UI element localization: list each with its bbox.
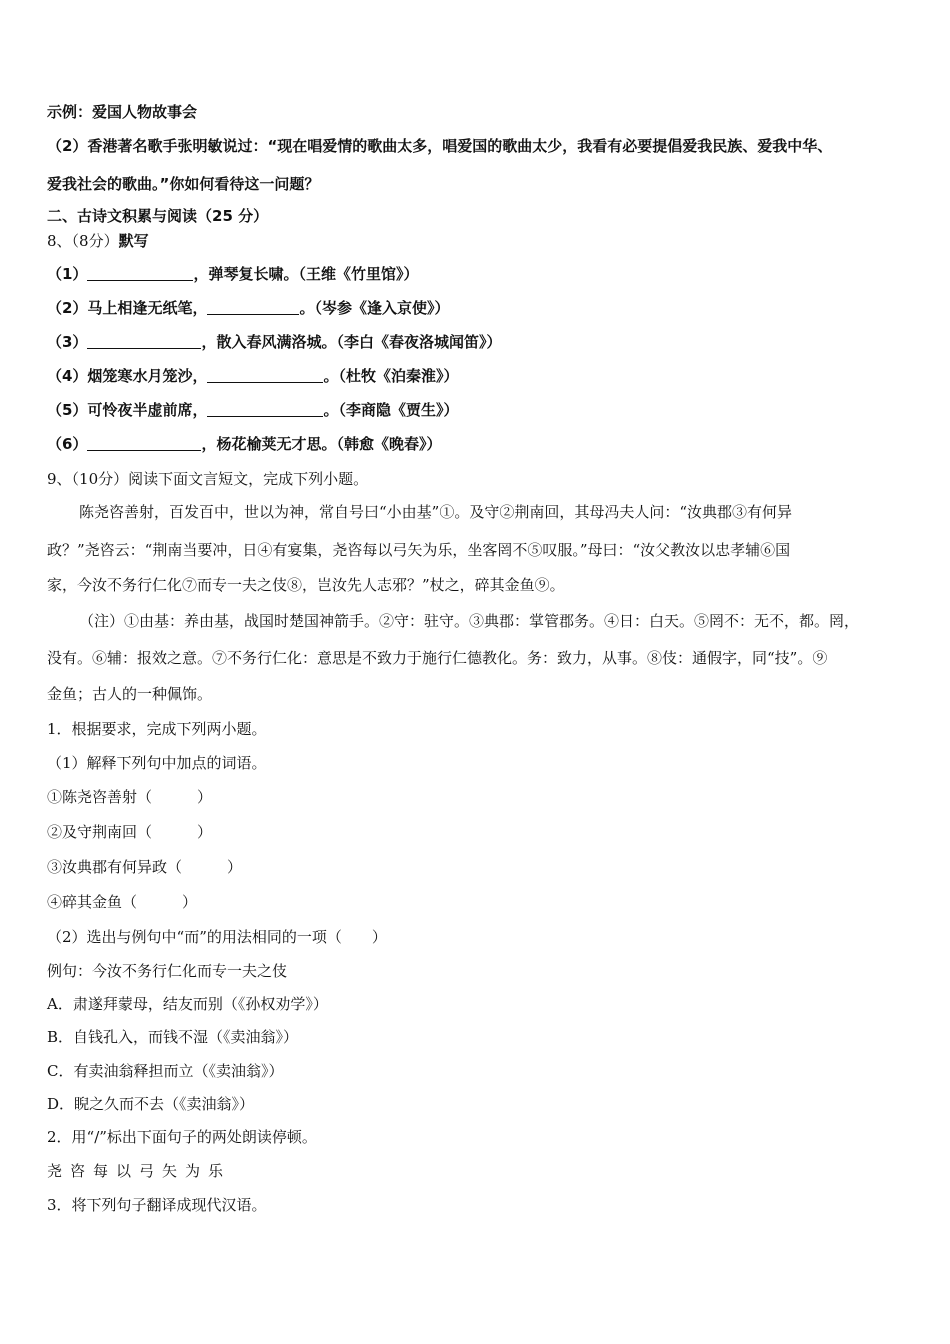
q8-item-pre: （2）马上相逢无纸笔，	[47, 299, 208, 317]
notes-line-1: （注）①由基：养由基，战国时楚国神箭手。②守：驻守。③典郡：掌管郡务。④日：白天。⑤罔不：无不，都。罔，	[79, 612, 860, 630]
q8-item-2	[47, 298, 449, 318]
word-text: ①陈尧咨善射	[47, 788, 138, 806]
q2-line-1: （2）香港著名歌手张明敏说过：“现在唱爱情的歌曲太多，唱爱国的歌曲太少，我看有必要提倡爱我民族、爱我中华、	[47, 137, 833, 155]
sub-question-1-1: （1）解释下列句中加点的词语。	[47, 754, 267, 772]
q8-item-pre: （6）	[47, 435, 88, 453]
q8-item-1	[47, 264, 418, 284]
q8-item-rest: 。（岑参《逢入京使》）	[299, 299, 450, 317]
passage-line-3: 家，今汝不务行仁化⑦而专一夫之伎⑧，岂汝先人志邪？”杖之，碎其金鱼⑨。	[47, 576, 565, 594]
fill-blank[interactable]	[87, 265, 193, 281]
fill-blank[interactable]	[87, 435, 201, 451]
q8-item-pre: （4）烟笼寒水月笼沙，	[47, 367, 208, 385]
notes-line-3: 金鱼；古人的一种佩饰。	[47, 685, 213, 703]
example-sentence: 例句：今汝不务行仁化而专一夫之伎	[47, 962, 288, 980]
q8-item-pre: （1）	[47, 265, 88, 283]
word-item-2	[47, 822, 212, 842]
sub-question-1-2: （2）选出与例句中“而”的用法相同的一项（ ）	[47, 928, 387, 946]
answer-paren[interactable]: （ ）	[137, 788, 213, 806]
option-d[interactable]: D．睨之久而不去（《卖油翁》）	[47, 1095, 255, 1113]
q2-line-2: 爱我社会的歌曲。”你如何看待这一问题？	[47, 175, 320, 193]
q8-title: 默写	[118, 232, 149, 250]
pause-sentence: 尧咨每以弓矢为乐	[47, 1162, 232, 1180]
passage-line-2: 政？”尧咨云：“荆南当要冲，日④有宴集，尧咨每以弓矢为乐，坐客罔不⑤叹服。”母曰：“汝父教汝以忠孝辅⑥国	[47, 541, 791, 559]
sub-question-1: 1．根据要求，完成下列两小题。	[47, 720, 267, 738]
sub-question-2: 2．用“/”标出下面句子的两处朗读停顿。	[47, 1128, 317, 1146]
word-text: ③汝典郡有何异政	[47, 858, 168, 876]
passage-line-1: 陈尧咨善射，百发百中，世以为神，常自号曰“小由基”①。及守②荆南回，其母冯夫人问：“汝典郡③有何异	[79, 503, 793, 521]
word-text: ④碎其金鱼	[47, 893, 123, 911]
notes-line-2: 没有。⑥辅：报效之意。⑦不务行仁化：意思是不致力于施行仁德教化。务：致力，从事。⑧伎：通假字，同“技”。⑨	[47, 649, 828, 667]
q8-item-rest: ，杨花榆荚无才思。（韩愈《晚春》）	[201, 435, 442, 453]
section-heading: 二、古诗文积累与阅读（25 分）	[47, 207, 269, 225]
q8-item-4	[47, 366, 458, 386]
q8-item-pre: （3）	[47, 333, 88, 351]
q8-item-rest: 。（李商隐《贾生》）	[323, 401, 459, 419]
q9-intro: 9、（10分）阅读下面文言短文，完成下列小题。	[47, 470, 369, 488]
option-a[interactable]: A．肃遂拜蒙母，结友而别（《孙权劝学》）	[47, 995, 328, 1013]
fill-blank[interactable]	[207, 367, 323, 383]
q8-heading	[47, 231, 149, 252]
word-text: ②及守荆南回	[47, 823, 138, 841]
q8-item-pre: （5）可怜夜半虚前席，	[47, 401, 208, 419]
word-item-4	[47, 892, 197, 912]
q8-item-6	[47, 434, 441, 454]
word-item-3	[47, 857, 242, 877]
answer-paren[interactable]: （ ）	[122, 893, 198, 911]
q8-item-5	[47, 400, 458, 420]
q8-item-rest: ，弹琴复长啸。（王维《竹里馆》）	[193, 265, 419, 283]
option-b[interactable]: B．自钱孔入，而钱不湿（《卖油翁》）	[47, 1028, 299, 1046]
fill-blank[interactable]	[207, 299, 299, 315]
q8-item-3	[47, 332, 501, 352]
answer-paren[interactable]: （ ）	[167, 858, 243, 876]
answer-paren[interactable]: （ ）	[137, 823, 213, 841]
option-c[interactable]: C．有卖油翁释担而立（《卖油翁》）	[47, 1062, 284, 1080]
fill-blank[interactable]	[87, 333, 201, 349]
q8-number: 8、（8分）	[47, 232, 119, 250]
sub-question-3: 3．将下列句子翻译成现代汉语。	[47, 1196, 267, 1214]
q8-item-rest: ，散入春风满洛城。（李白《春夜洛城闻笛》）	[201, 333, 502, 351]
example-text: 示例：爱国人物故事会	[47, 103, 198, 121]
fill-blank[interactable]	[207, 401, 323, 417]
word-item-1	[47, 787, 212, 807]
q8-item-rest: 。（杜牧《泊秦淮》）	[323, 367, 459, 385]
